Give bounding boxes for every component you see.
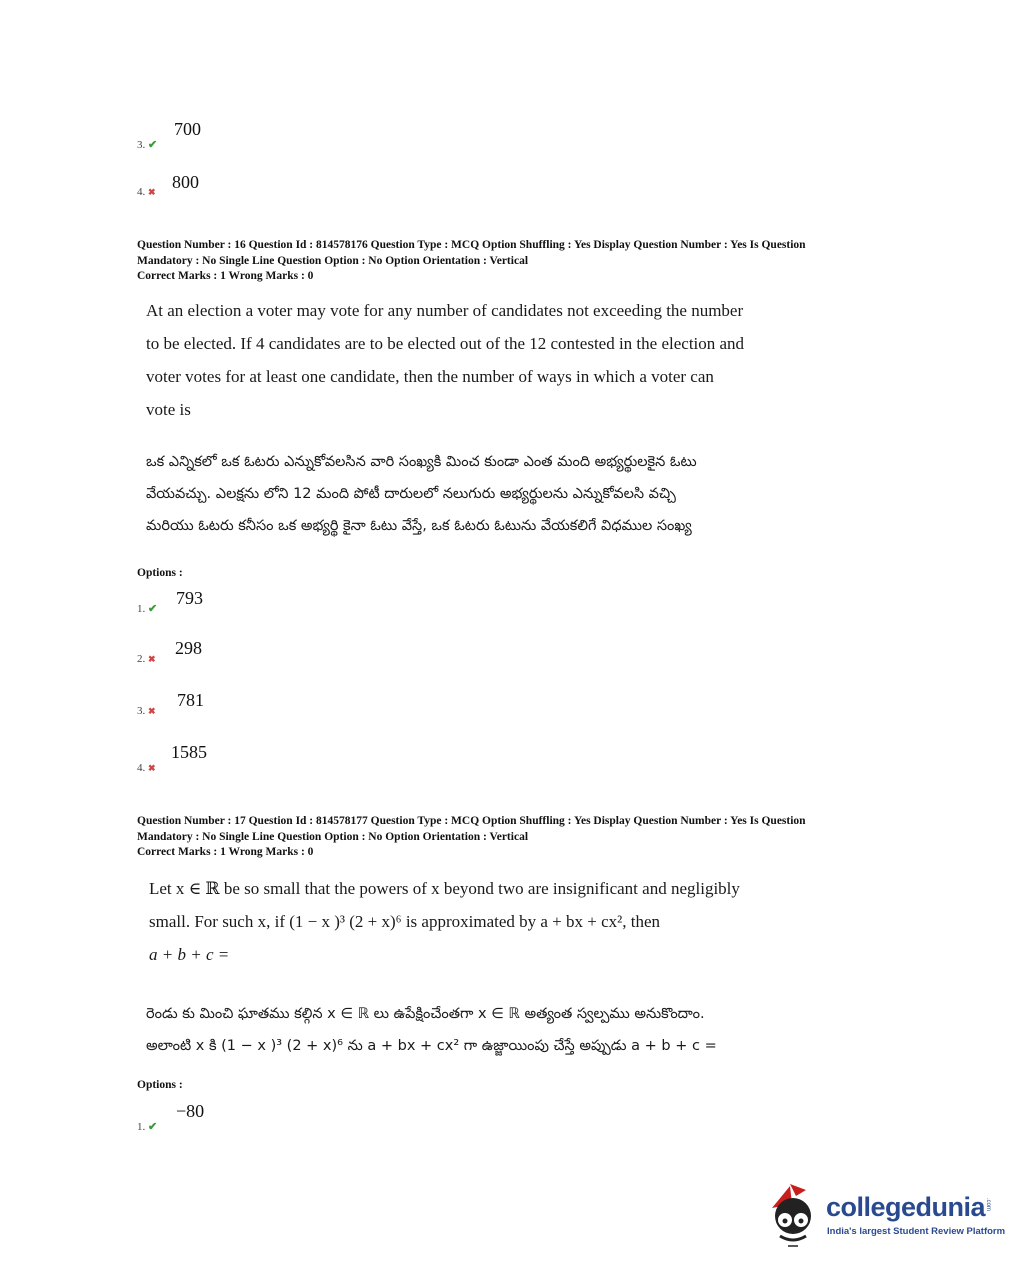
collegedunia-logo <box>766 1180 1006 1250</box>
question-text-telugu: రెండు కు మించి ఘాతము కల్గిన x ∈ ℝ లు ఉపేక్షించేంతగా x ∈ ℝ అత్యంత స్వల్పము అనుకొందాం. అలాంటి x కి (1 − x )³ (2 + x)⁶ ను a + bx + cx² గా ఉజ్జాయింపు చేస్తే అప్పుడు a + b + c = <box>146 1006 717 1054</box>
check-icon: ✔ <box>148 139 158 151</box>
option-value: −80 <box>176 1101 205 1121</box>
option-number: 2. ✖ <box>137 653 156 665</box>
option-value: 1585 <box>171 742 207 762</box>
question-text-telugu: ఒక ఎన్నికలో ఒక ఓటరు ఎన్నుకోవలసిన వారి సంఖ్యకి మించ కుండా ఎంత మంది అభ్యర్థులకైన ఓటు వేయవచ్చు. ఎలక్షను లోని 12 మంది పోటీ దారులలో నలుగురు అభ్యర్థులను ఎన్నుకోవలసి వచ్చి మరియు ఓటరు కనీసం ఒక అభ్యర్థి కైనా ఓటు వేస్తే, ఒక ఓటరు ఓటును వేయకలిగే విధముల సంఖ్య <box>146 454 697 534</box>
option-value: 781 <box>177 690 204 710</box>
option-number: 1. ✔ <box>137 603 158 615</box>
question-text-english: At an election a voter may vote for any number of candidates not exceeding the number to be elected. If 4 candidates are to be elected out of the 12 contested in the election and voter votes for at least one candidate, then the number of ways in which a voter can vote is <box>146 301 745 419</box>
cross-icon: ✖ <box>148 187 156 197</box>
options-label: Options : <box>137 567 183 579</box>
question-meta: Question Number : 17 Question Id : 814578177 Question Type : MCQ Option Shuffling : Yes Display Question Number : Yes Is Question Mandatory : No Single Line Question Option : No Option Orientation : Vertical Correct Marks : 1 Wrong Marks : 0 <box>137 815 806 858</box>
option-number: 1. ✔ <box>137 1121 158 1133</box>
option-number: 3. ✖ <box>137 705 156 717</box>
question-text-english: Let x ∈ ℝ be so small that the powers of x beyond two are insignificant and negligibly small. For such x, if (1 − x )³ (2 + x)⁶ is approximated by a + bx + cx², then a + b + c = <box>149 879 740 964</box>
logo-suffix: .com <box>985 1198 991 1212</box>
cross-icon: ✖ <box>148 654 156 664</box>
cross-icon: ✖ <box>148 763 156 773</box>
option-number: 4. ✖ <box>137 186 156 198</box>
check-icon: ✔ <box>148 603 158 615</box>
question-meta: Question Number : 16 Question Id : 814578176 Question Type : MCQ Option Shuffling : Yes Display Question Number : Yes Is Question Mandatory : No Single Line Question Option : No Option Orientation : Vertical Correct Marks : 1 Wrong Marks : 0 <box>137 239 806 282</box>
cross-icon: ✖ <box>148 706 156 716</box>
mascot-icon <box>766 1180 824 1250</box>
option-value: 700 <box>174 119 201 139</box>
option-number: 3. ✔ <box>137 139 158 151</box>
option-value: 793 <box>176 588 203 608</box>
check-icon: ✔ <box>148 1121 158 1133</box>
option-value: 298 <box>175 638 202 658</box>
logo-tagline: India's largest Student Review Platform <box>827 1226 1006 1237</box>
logo-wordmark: collegedunia <box>826 1192 986 1222</box>
option-number: 4. ✖ <box>137 762 156 774</box>
options-label: Options : <box>137 1079 183 1091</box>
option-value: 800 <box>172 172 199 192</box>
